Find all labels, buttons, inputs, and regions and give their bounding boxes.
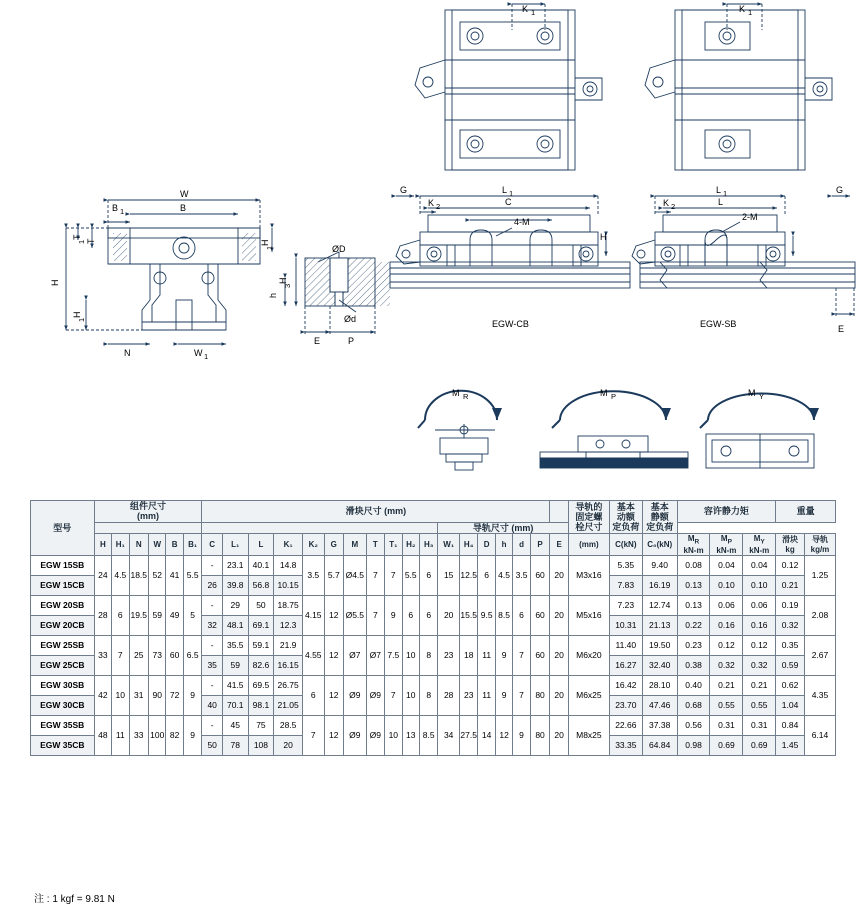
subheader-H4: H₄ (459, 534, 477, 556)
model-cell: EGW 25CB (31, 656, 95, 676)
subheader-H: H (94, 534, 111, 556)
table-row: EGW 20CB 32 48.1 69.1 12.3 10.31 21.13 0.22 0.16 0.16 0.32 (31, 616, 836, 636)
rail-side-view-cb (390, 196, 670, 288)
label-L1-sb: L (716, 185, 722, 195)
svg-text:1: 1 (77, 239, 86, 244)
label-H1: H (72, 311, 82, 318)
table-row: EGW 15SB 24 4.5 18.5 52 41 5.5 - 23.1 40.1 14.8 3.5 5.7 Ø4.5 7 7 5.5 6 15 12.5 6 4.5 3.5 60 20 M3x16 5.35 9.40 0.08 0.04 0.04 0.12 1.25 (31, 556, 836, 576)
subheader-P: P (530, 534, 550, 556)
label-k1-top-right: K (739, 4, 746, 14)
model-cell: EGW 35CB (31, 736, 95, 756)
label-T1: T (72, 234, 82, 240)
label-W: W (180, 189, 189, 199)
model-cell: EGW 20SB (31, 596, 95, 616)
table-row: EGW 35CB 50 78 108 20 33.35 64.84 0.98 0.69 0.69 1.45 (31, 736, 836, 756)
subheader-M: M (344, 534, 367, 556)
header-weight: 重量 (776, 501, 836, 523)
subheader-block-weight: 滑块 kg (776, 534, 805, 556)
subheader-C-kn: C(kN) (609, 534, 642, 556)
header-rail-dims: 导轨尺寸 (mm) (438, 522, 568, 533)
subheader-W1: W₁ (438, 534, 460, 556)
label-L-sb: L (718, 197, 724, 207)
label-MY: M (748, 388, 756, 398)
footnote: 注 : 1 kgf = 9.81 N (34, 894, 115, 905)
svg-text:R: R (463, 392, 469, 401)
table-row: EGW 35SB 48 11 33 100 82 9 - 45 75 28.5 7 12 Ø9 Ø9 10 13 8.5 34 27.5 14 12 9 80 20 M8x25 22.66 37.38 0.56 0.31 0.31 0.84 6.14 (31, 716, 836, 736)
table-row: EGW 15CB 26 39.8 56.8 10.15 7.83 16.19 0.13 0.10 0.10 0.21 (31, 576, 836, 596)
block-plan-view-sb (645, 4, 832, 170)
subheader-C: C (202, 534, 223, 556)
label-K2-cb: K (428, 198, 435, 208)
svg-text:3: 3 (283, 283, 292, 288)
label-B: B (180, 203, 187, 213)
spec-table (30, 500, 836, 756)
subheader-C0-kn: C₀(kN) (642, 534, 677, 556)
label-H3: H (278, 277, 288, 284)
rail-end-section (285, 252, 390, 336)
label-K2-sb: K (663, 198, 670, 208)
svg-text:1: 1 (77, 317, 86, 322)
label-B1: B (112, 203, 119, 213)
label-T: T (86, 238, 96, 244)
block-cross-section (66, 200, 272, 344)
label-MP: M (600, 388, 608, 398)
subheader-B1: B₁ (183, 534, 202, 556)
svg-text:Y: Y (759, 392, 765, 401)
subheader-G: G (324, 534, 344, 556)
label-2M: 2-M (742, 212, 758, 222)
header-basic-dynamic: 基本 动额 定负荷 (609, 501, 642, 534)
header-block-dims: 滑块尺寸 (mm) (202, 501, 550, 523)
table-row: EGW 20SB 28 6 19.5 59 49 5 - 29 50 18.75 4.15 12 Ø5.5 7 9 6 6 20 15.5 9.5 8.5 6 60 20 M5x16 7.23 12.74 0.13 0.06 0.06 0.19 2.08 (31, 596, 836, 616)
subheader-T: T (366, 534, 384, 556)
model-cell: EGW 35SB (31, 716, 95, 736)
label-4M: 4-M (514, 217, 530, 227)
subheader-B: B (166, 534, 183, 556)
moment-diagram-my (700, 394, 814, 468)
label-H: H (50, 279, 60, 286)
subheader-E: E (550, 534, 568, 556)
label-Od: Ød (344, 314, 357, 324)
subheader-rail-weight: 导轨 kg/m (804, 534, 835, 556)
moment-diagram-mr (418, 391, 497, 470)
label-OD: ØD (332, 244, 346, 254)
subheader-h: h (495, 534, 512, 556)
subheader-MR: $M_R$ kN-m (677, 534, 710, 556)
block-plan-view-cb (415, 4, 602, 170)
table-row: EGW 25SB 33 7 25 73 60 6.5 - 35.5 59.1 21.9 4.55 12 Ø7 Ø7 7.5 10 8 23 18 11 9 7 60 20 M6x20 11.40 19.50 0.23 0.12 0.12 0.35 2.67 (31, 636, 836, 656)
svg-text:1: 1 (723, 189, 728, 198)
model-cell: EGW 15CB (31, 576, 95, 596)
label-egw-cb: EGW-CB (492, 319, 529, 329)
label-G-left: G (400, 185, 408, 195)
subheader-d: d (513, 534, 530, 556)
subheader-L1: L₁ (222, 534, 248, 556)
svg-text:1: 1 (531, 8, 536, 17)
subheader-H1: H₁ (112, 534, 129, 556)
subheader-mm: (mm) (568, 534, 609, 556)
label-L1-cb: L (502, 185, 508, 195)
model-cell: EGW 20CB (31, 616, 95, 636)
label-C-cb: C (505, 197, 512, 207)
label-E-right: E (838, 324, 845, 334)
label-P: P (348, 336, 355, 346)
label-h: h (268, 292, 278, 298)
subheader-T1: T₁ (385, 534, 402, 556)
subheader-D: D (478, 534, 495, 556)
label-G-right: G (836, 185, 844, 195)
subheader-N: N (129, 534, 149, 556)
label-egw-sb: EGW-SB (700, 319, 737, 329)
moment-diagram-mp (540, 391, 688, 468)
subheader-W: W (149, 534, 166, 556)
header-basic-static: 基本 静额 定负荷 (642, 501, 677, 534)
svg-text:P: P (611, 392, 617, 401)
svg-text:2: 2 (436, 202, 441, 211)
svg-text:1: 1 (509, 189, 514, 198)
header-rail-dims-pad (550, 501, 568, 523)
svg-text:2: 2 (671, 202, 676, 211)
table-row: EGW 30SB 42 10 31 90 72 9 - 41.5 69.5 26.75 6 12 Ø9 Ø9 7 10 8 28 23 11 9 7 80 20 M6x25 16.42 28.10 0.40 0.21 0.21 0.62 4.35 (31, 676, 836, 696)
subheader-K1: K₁ (274, 534, 303, 556)
model-cell: EGW 30SB (31, 676, 95, 696)
header-static-moment: 容许静力矩 (677, 501, 776, 523)
header-assembly-dims: 组件尺寸 (mm) (94, 501, 202, 523)
label-N: N (124, 348, 131, 358)
subheader-MY: $M_Y$ kN-m (743, 534, 776, 556)
label-MR: M (452, 388, 460, 398)
svg-text:1: 1 (204, 352, 209, 361)
subheader-H3: H₃ (419, 534, 437, 556)
svg-text:1: 1 (265, 245, 274, 250)
header-rail-screw: 导轨的 固定螺 栓尺寸 (568, 501, 609, 534)
table-row: EGW 25CB 35 59 82.6 16.15 16.27 32.40 0.38 0.32 0.32 0.59 (31, 656, 836, 676)
label-W1: W (194, 348, 203, 358)
label-H-cb: H (600, 232, 607, 242)
label-k1-top-left: K (522, 4, 529, 14)
subheader-K2: K₂ (302, 534, 324, 556)
model-cell: EGW 15SB (31, 556, 95, 576)
subheader-MP: $M_P$ kN-m (710, 534, 743, 556)
subheader-H2: H₂ (402, 534, 419, 556)
svg-text:1: 1 (748, 8, 753, 17)
model-cell: EGW 30CB (31, 696, 95, 716)
label-E: E (314, 336, 321, 346)
model-cell: EGW 25SB (31, 636, 95, 656)
spec-table-body (31, 556, 836, 756)
table-row: EGW 30CB 40 70.1 98.1 21.05 23.70 47.46 0.68 0.55 0.55 1.04 (31, 696, 836, 716)
label-H1-right: H (260, 239, 270, 246)
header-model: 型号 (31, 501, 95, 556)
svg-text:1: 1 (120, 207, 125, 216)
subheader-L: L (248, 534, 274, 556)
